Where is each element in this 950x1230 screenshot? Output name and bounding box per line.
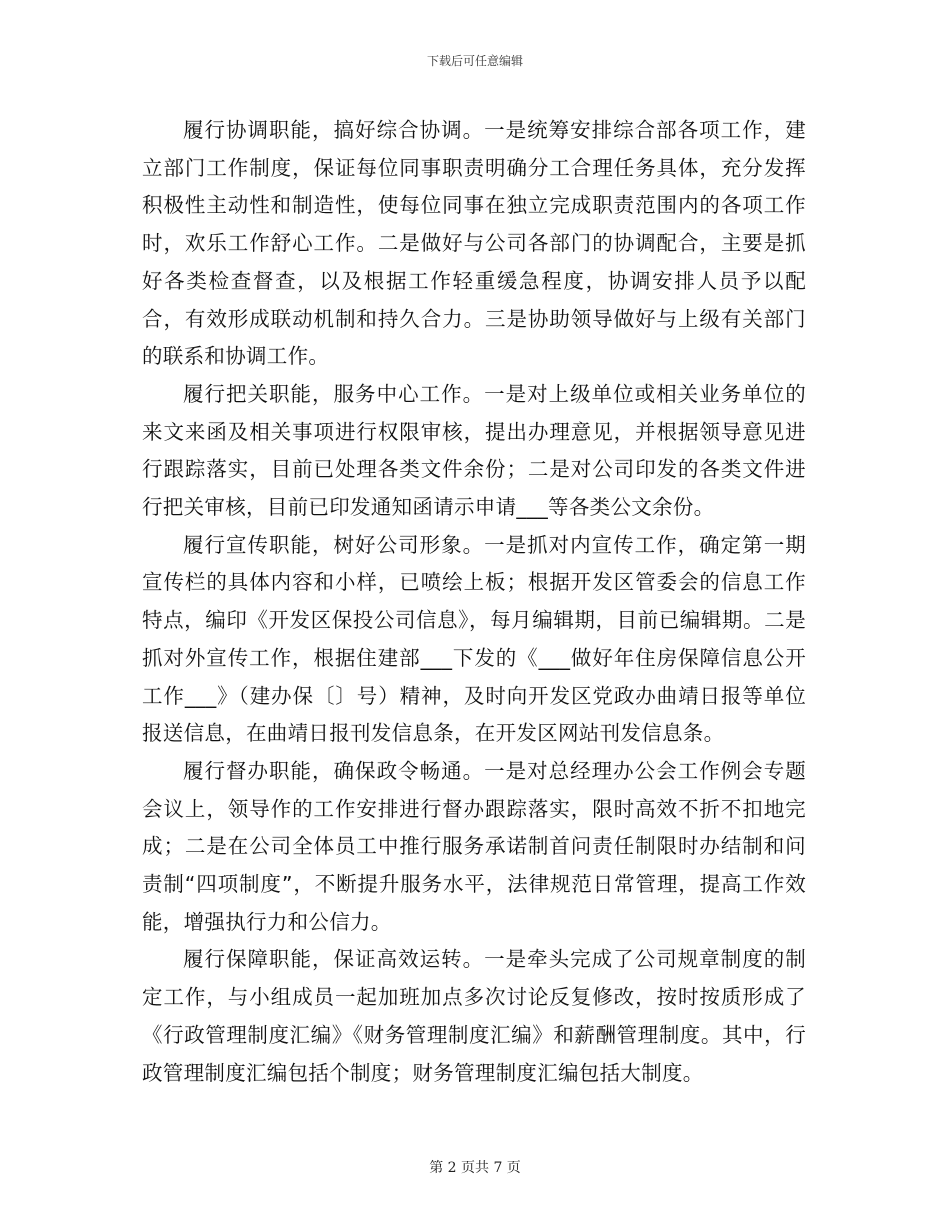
paragraph-publicity: 履行宣传职能，树好公司形象。一是抓对内宣传工作，确定第一期宣传栏的具体内容和小样，已喷绘上板；根据开发区管委会的信息工作特点，编印《开发区保投公司信息》，每月编辑期，目前已编辑期。二是抓对外宣传工作，根据住建部___下发的《___做好年住房保障信息公开工作___》（建办保〔〕号）精神，及时向开发区党政办曲靖日报等单位报送信息，在曲靖日报刊发信息条，在开发区网站刊发信息条。 xyxy=(142,532,806,746)
paragraph-support: 履行保障职能，保证高效运转。一是牵头完成了公司规章制度的制定工作，与小组成员一起加班加点多次讨论反复修改，按时按质形成了《行政管理制度汇编》《财务管理制度汇编》和薪酬管理制度。其中，行政管理制度汇编包括个制度；财务管理制度汇编包括大制度。 xyxy=(142,947,806,1085)
paragraph-supervision: 履行督办职能，确保政令畅通。一是对总经理办公会工作例会专题会议上，领导作的工作安排进行督办跟踪落实，限时高效不折不扣地完成；二是在公司全体员工中推行服务承诺制首问责任制限时办结制和问责制“四项制度”，不断提升服务水平，法律规范日常管理，提高工作效能，增强执行力和公信力。 xyxy=(142,758,806,934)
page-number-footer: 第 2 页共 7 页 xyxy=(429,1160,521,1176)
page-header: 下载后可任意编辑 xyxy=(426,54,523,68)
document-body xyxy=(142,112,806,1092)
paragraph-review: 履行把关职能，服务中心工作。一是对上级单位或相关业务单位的来文来函及相关事项进行权限审核，提出办理意见，并根据领导意见进行跟踪落实，目前已处理各类文件余份；二是对公司印发的各类文件进行把关审核，目前已印发通知函请示申请___等各类公文余份。 xyxy=(142,381,806,520)
paragraph-coordination: 履行协调职能，搞好综合协调。一是统筹安排综合部各项工作，建立部门工作制度，保证每位同事职责明确分工合理任务具体，充分发挥积极性主动性和制造性，使每位同事在独立完成职责范围内的各项工作时，欢乐工作舒心工作。二是做好与公司各部门的协调配合，主要是抓好各类检查督查，以及根据工作轻重缓急程度，协调安排人员予以配合，有效形成联动机制和持久合力。三是协助领导做好与上级有关部门的联系和协调工作。 xyxy=(142,118,806,369)
